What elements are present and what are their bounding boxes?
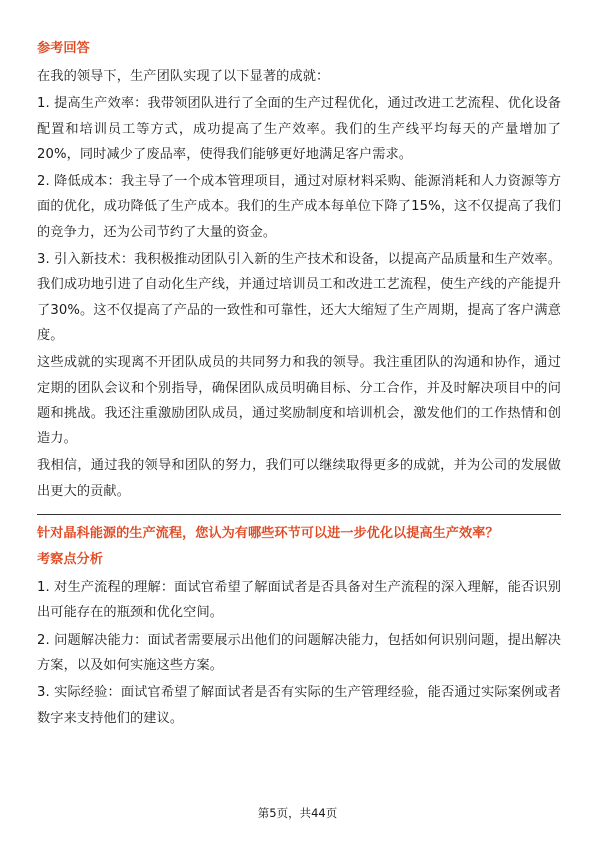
analysis-heading: 考察点分析 <box>37 552 103 568</box>
page-content <box>37 38 561 733</box>
answer-conclusion: 我相信，通过我的领导和团队的努力，我们可以继续取得更多的成就，并为公司的发展做出更大的贡献。 <box>37 458 561 499</box>
analysis-point-3: 3. 实际经验：面试官希望了解面试者是否有实际的生产管理经验，能否通过实际案例或者数字来支持他们的建议。 <box>37 685 561 726</box>
answer-point-3: 3. 引入新技术：我积极推动团队引入新的生产技术和设备，以提高产品质量和生产效率。我们成功地引进了自动化生产线，并通过培训员工和改进工艺流程，使生产线的产能提升了30%。这不仅提高了产品的一致性和可靠性，还大大缩短了生产周期，提高了客户满意度。 <box>37 252 561 343</box>
answer-teamwork: 这些成就的实现离不开团队成员的共同努力和我的领导。我注重团队的沟通和协作，通过定期的团队会议和个别指导，确保团队成员明确目标、分工合作，并及时解决项目中的问题和挑战。我还注重激励团队成员，通过奖励制度和培训机会，激发他们的工作热情和创造力。 <box>37 355 561 447</box>
analysis-point-1: 1. 对生产流程的理解：面试官希望了解面试者是否具备对生产流程的深入理解，能否识别出可能存在的瓶颈和优化空间。 <box>37 580 561 621</box>
analysis-point-2: 2. 问题解决能力：面试者需要展示出他们的问题解决能力，包括如何识别问题，提出解决方案，以及如何实施这些方案。 <box>37 632 561 673</box>
interview-question: 针对晶科能源的生产流程，您认为有哪些环节可以进一步优化以提高生产效率？ <box>37 526 499 542</box>
reference-answer-heading: 参考回答 <box>37 41 90 56</box>
answer-point-1: 1. 提高生产效率：我带领团队进行了全面的生产过程优化，通过改进工艺流程、优化设备配置和培训员工等方式，成功提高了生产效率。我们的生产线平均每天的产量增加了20%，同时减少了废品率，使得我们能够更好地满足客户需求。 <box>37 96 561 162</box>
answer-intro: 在我的领导下，生产团队实现了以下显著的成就： <box>37 69 330 84</box>
section-divider <box>37 514 561 515</box>
page-number-footer: 第5页，共44页 <box>257 806 338 820</box>
answer-point-2: 2. 降低成本：我主导了一个成本管理项目，通过对原材料采购、能源消耗和人力资源等方面的优化，成功降低了生产成本。我们的生产成本每单位下降了15%，这不仅提高了我们的竞争力，还为公司节约了大量的资金。 <box>37 174 561 240</box>
